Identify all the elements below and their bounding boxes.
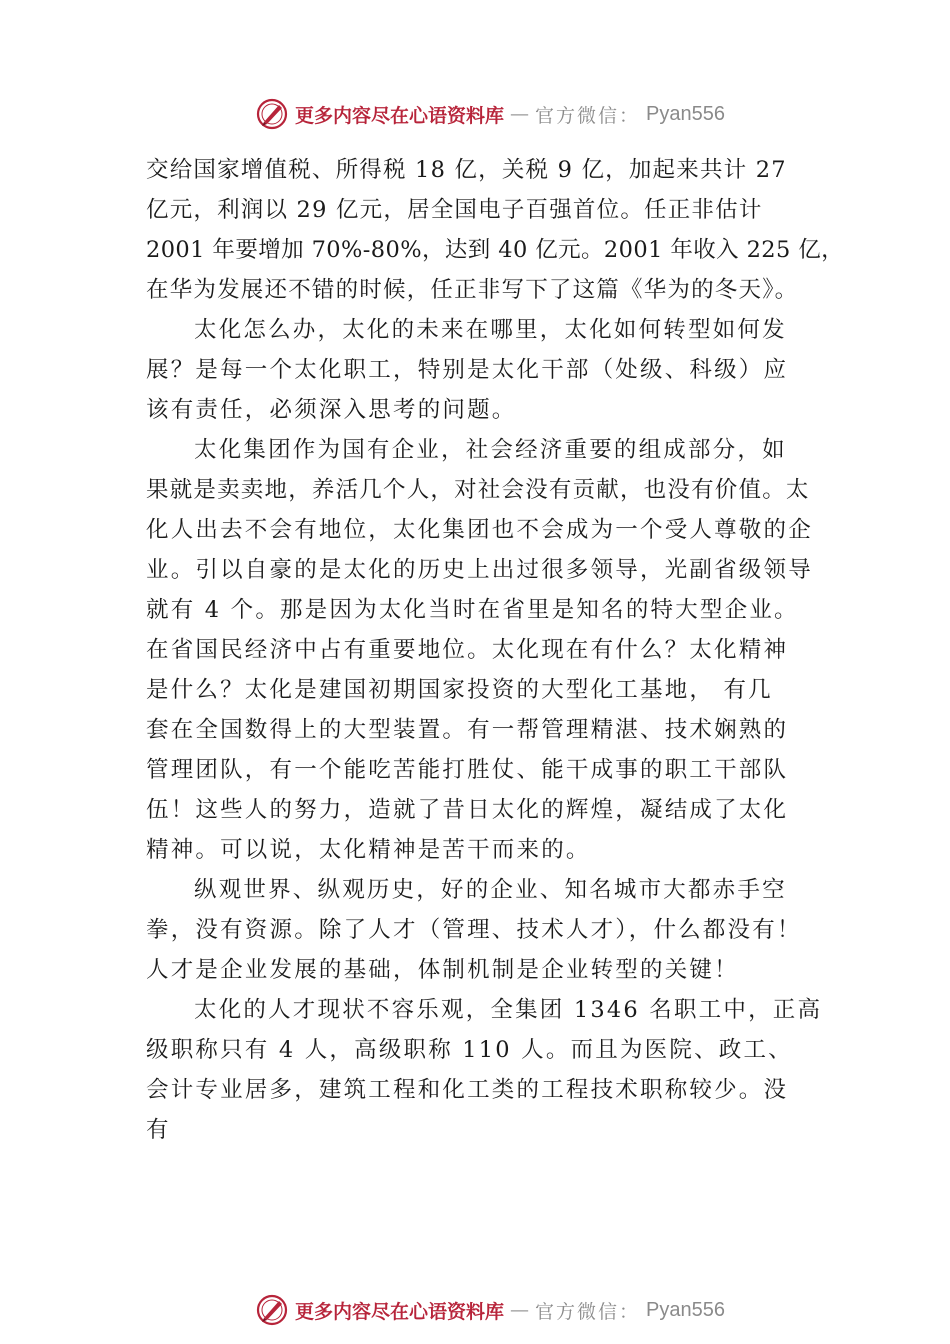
document-body bbox=[146, 150, 845, 1150]
paragraph-start-line: 纵观世界、纵观历史，好的企业、知名城市大都赤手空 bbox=[194, 877, 787, 903]
text-line: 该有责任，必须深入思考的问题。 bbox=[146, 397, 517, 423]
text-line: 拳，没有资源。除了人才（管理、技术人才），什么都没有！ bbox=[146, 917, 802, 943]
text-line: 级职称只有 4 人，高级职称 110 人。而且为医院、政工、 bbox=[146, 1037, 793, 1063]
text-line: 就有 4 个。那是因为太化当时在省里是知名的特大型企业。 bbox=[146, 597, 799, 623]
paragraph-start-line: 太化的人才现状不容乐观，全集团 1346 名职工中，正高 bbox=[194, 997, 823, 1023]
text-line: 展？是每一个太化职工，特别是太化干部（处级、科级）应 bbox=[146, 357, 789, 383]
banner-separator: — bbox=[510, 1299, 530, 1321]
paragraph-start-line: 太化集团作为国有企业，社会经济重要的组成部分，如 bbox=[194, 437, 787, 463]
footer-banner bbox=[0, 1292, 950, 1328]
site-name-text: 更多内容尽在心语资料库 bbox=[295, 104, 505, 127]
header-banner-content bbox=[255, 97, 725, 131]
text-line: 2001 年要增加 70%-80%，达到 40 亿元。2001 年收入 225 亿， bbox=[146, 237, 845, 263]
text-line: 业。引以自豪的是太化的历史上出过很多领导，光副省级领导 bbox=[146, 557, 813, 583]
text-line: 精神。可以说，太化精神是苦干而来的。 bbox=[146, 837, 591, 863]
text-line: 套在全国数得上的大型装置。有一帮管理精湛、技术娴熟的 bbox=[146, 717, 789, 743]
seal-pen-icon bbox=[255, 1293, 289, 1327]
text-line: 有 bbox=[146, 1117, 171, 1143]
header-banner bbox=[0, 96, 950, 132]
text-line: 果就是卖卖地，养活几个人，对社会没有贡献，也没有价值。太 bbox=[146, 477, 810, 503]
seal-pen-icon bbox=[255, 97, 289, 131]
text-line: 是什么？太化是建国初期国家投资的大型化工基地， 有几 bbox=[146, 677, 773, 703]
text-line: 伍！这些人的努力，造就了昔日太化的辉煌，凝结成了太化 bbox=[146, 797, 789, 823]
text-line: 人才是企业发展的基础，体制机制是企业转型的关键！ bbox=[146, 957, 739, 983]
paragraph-start-line: 太化怎么办，太化的未来在哪里，太化如何转型如何发 bbox=[194, 317, 787, 343]
wechat-id: Pyan556 bbox=[646, 1298, 725, 1321]
wechat-label: 官方微信： bbox=[535, 1300, 641, 1323]
banner-separator: — bbox=[510, 103, 530, 125]
text-line: 会计专业居多，建筑工程和化工类的工程技术职称较少。没 bbox=[146, 1077, 789, 1103]
wechat-label: 官方微信： bbox=[535, 104, 641, 127]
text-line: 交给国家增值税、所得税 18 亿，关税 9 亿，加起来共计 27 bbox=[146, 157, 787, 183]
footer-banner-content bbox=[255, 1293, 725, 1327]
text-line: 化人出去不会有地位，太化集团也不会成为一个受人尊敬的企 bbox=[146, 517, 813, 543]
text-line: 亿元，利润以 29 亿元，居全国电子百强首位。任正非估计 bbox=[146, 197, 763, 223]
text-line: 在省国民经济中占有重要地位。太化现在有什么？太化精神 bbox=[146, 637, 789, 663]
wechat-id: Pyan556 bbox=[646, 102, 725, 125]
text-line: 管理团队，有一个能吃苦能打胜仗、能干成事的职工干部队 bbox=[146, 757, 789, 783]
text-line: 在华为发展还不错的时候，任正非写下了这篇《华为的冬天》。 bbox=[146, 277, 799, 303]
site-name-text: 更多内容尽在心语资料库 bbox=[295, 1300, 505, 1323]
